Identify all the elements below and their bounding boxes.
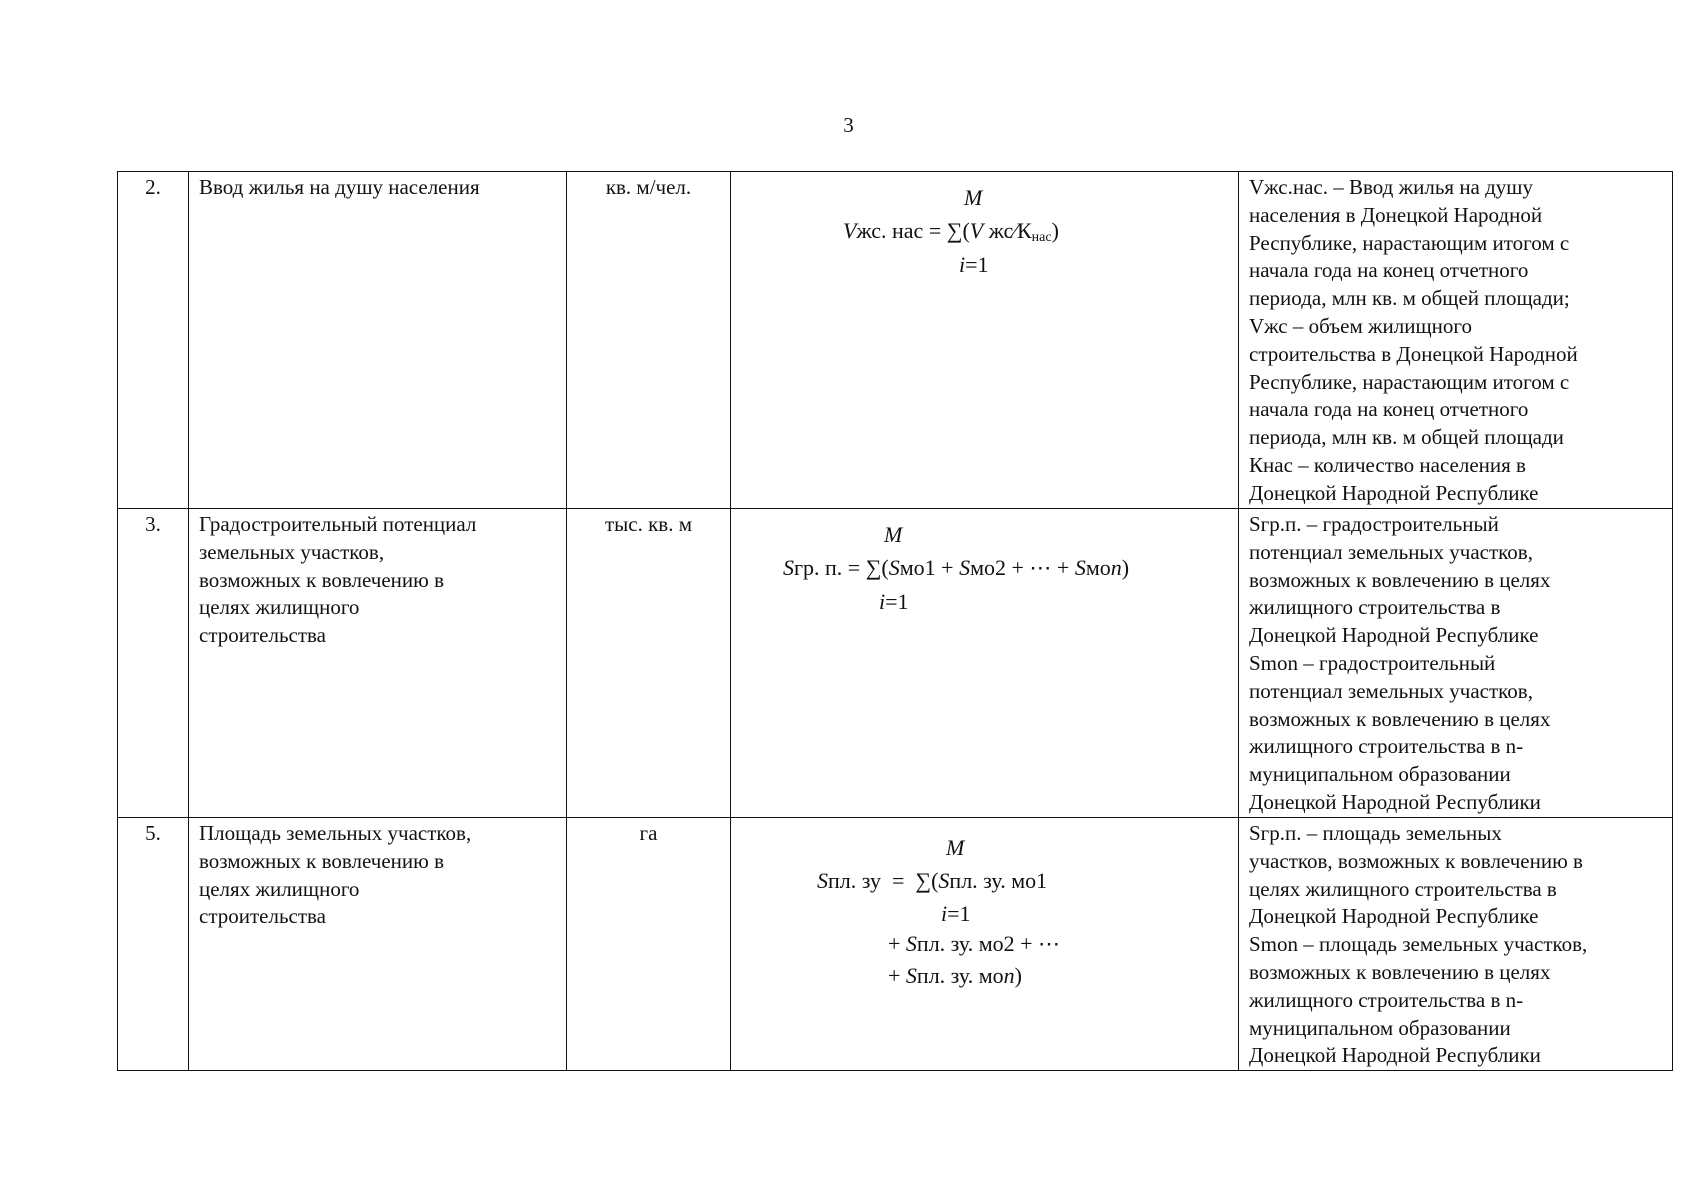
description-line: потенциал земельных участков, [1249,539,1533,564]
unit-of-measure: га [567,818,731,1071]
table-row [118,172,1673,509]
unit-of-measure: тыс. кв. м [567,509,731,818]
description-line: начала года на конец отчетного [1249,258,1529,283]
description-line: Донецкой Народной Республики [1249,789,1541,814]
name-line: возможных к вовлечению в [199,848,444,873]
description-line: возможных к вовлечению в целях [1249,706,1551,731]
name-line: возможных к вовлечению в [199,567,444,592]
description-line: Республике, нарастающим итогом с [1249,369,1570,394]
description-line: участков, возможных к вовлечению в [1249,848,1583,873]
description-line: возможных к вовлечению в целях [1249,959,1551,984]
sum-upper-limit: M [884,522,903,547]
description-line: муниципальном образовании [1249,762,1511,787]
table-row [118,509,1673,818]
description-line: муниципальном образовании [1249,1015,1511,1040]
sum-lower-limit: i=1 [879,589,909,614]
indicator-name [189,509,567,818]
indicator-description [1239,509,1673,818]
description-line: жилищного строительства в [1249,595,1501,620]
formula-cell [731,172,1239,509]
indicator-description [1239,818,1673,1071]
formula-main-line: Sпл. зу = ∑(Sпл. зу. мо1 [817,868,1048,893]
name-line: Ввод жилья на душу населения [199,175,480,199]
indicator-description [1239,172,1673,509]
description-line: Sгр.п. – площадь земельных [1249,821,1502,845]
name-line: строительства [199,623,327,648]
sum-lower-limit: i=1 [959,252,989,277]
description-line: потенциал земельных участков, [1249,678,1533,703]
description-line: возможных к вовлечению в целях [1249,567,1551,592]
description-line: Кнас – количество населения в [1249,452,1526,477]
row-number: 3. [118,509,189,818]
description-line: Sгр.п. – градостроительный [1249,512,1499,536]
formula-cell [731,509,1239,818]
description-line: начала года на конец отчетного [1249,397,1529,422]
indicators-table [117,171,1673,1071]
description-line: Smon – площадь земельных участков, [1249,932,1588,957]
sum-upper-limit: M [946,835,965,860]
description-line: периода, млн кв. м общей площади; [1249,286,1570,311]
name-line: Площадь земельных участков, [199,821,472,845]
description-line: периода, млн кв. м общей площади [1249,425,1564,450]
formula-cell [731,818,1239,1071]
formula-continuation-line: + Sпл. зу. мо2 + ⋯ [888,931,1061,956]
name-line: целях жилищного [199,595,360,620]
description-line: Донецкой Народной Республике [1249,904,1539,929]
unit-of-measure: кв. м/чел. [567,172,731,509]
formula-continuation-line: + Sпл. зу. моn) [888,963,1022,988]
name-line: строительства [199,904,327,929]
description-line: Донецкой Народной Республики [1249,1043,1541,1068]
row-number: 2. [118,172,189,509]
description-line: Smon – градостроительный [1249,650,1496,675]
formula-main-line: Vжс. нас = ∑(V $жс⁄К_{нас}$) [843,218,1059,245]
description-line: Vжс.нас. – Ввод жилья на душу [1249,175,1533,199]
description-line: Донецкой Народной Республике [1249,480,1539,505]
name-line: целях жилищного [199,876,360,901]
description-line: Республике, нарастающим итогом с [1249,230,1570,255]
sum-lower-limit: i=1 [941,901,971,926]
description-line: жилищного строительства в n- [1249,987,1524,1012]
description-line: целях жилищного строительства в [1249,876,1557,901]
page-number: 3 [843,113,854,137]
description-line: строительства в Донецкой Народной [1249,341,1578,366]
description-line: Донецкой Народной Республике [1249,623,1539,648]
sum-upper-limit: M [964,185,983,210]
description-line: жилищного строительства в n- [1249,734,1524,759]
description-line: Vжс – объем жилищного [1249,313,1472,338]
name-line: земельных участков, [199,539,385,564]
row-number: 5. [118,818,189,1071]
formula-main-line: Sгр. п. = ∑(Sмо1 + Sмо2 + ⋯ + Sмоn) [783,555,1130,580]
description-line: населения в Донецкой Народной [1249,202,1543,227]
table-row [118,818,1673,1071]
indicator-name [189,172,567,509]
name-line: Градостроительный потенциал [199,512,477,536]
indicator-name [189,818,567,1071]
